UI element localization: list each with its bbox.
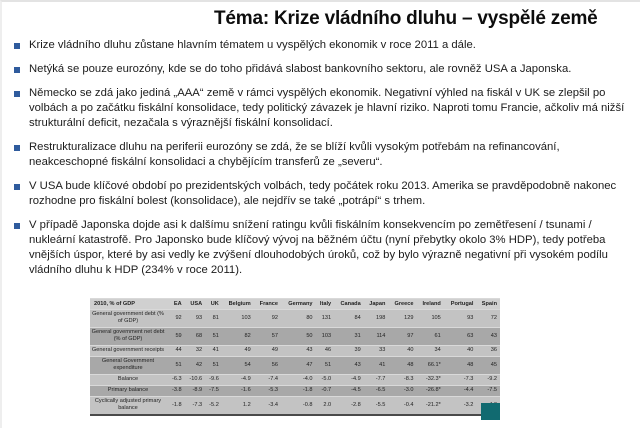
table-col-header: USA [185, 299, 205, 310]
table-cell: -7.5 [205, 385, 222, 396]
table-col-header: France [254, 299, 281, 310]
table-cell: 48 [388, 356, 416, 374]
table-cell: 1.2 [222, 396, 254, 414]
table-cell: 47 [281, 356, 316, 374]
table-cell: -5.2 [205, 396, 222, 414]
bullet-text: Restrukturalizace dluhu na periferii eurozóny se zdá, že se blíží kvůli vysokým potřebám na refinancování, neakceschopné fiskální konsolidaci a chybějícím transferů ze „severu“. [29, 141, 560, 168]
table-row-label: General government net debt (% of GDP) [90, 327, 168, 345]
table-cell: 114 [364, 327, 389, 345]
table-cell: -1.8 [281, 385, 316, 396]
table-row [90, 327, 500, 345]
table-cell: 57 [254, 327, 281, 345]
table-cell: 84 [334, 309, 364, 327]
table-cell: 82 [222, 327, 254, 345]
table-cell: -0.4 [388, 396, 416, 414]
table-cell: 45 [476, 356, 500, 374]
table-cell: 81 [205, 309, 222, 327]
table-cell: 51 [205, 327, 222, 345]
table-row-label: Cyclically adjusted primary balance [90, 396, 168, 414]
table-cell: 33 [364, 345, 389, 356]
table-cell: 41 [205, 345, 222, 356]
table-col-header: Greece [388, 299, 416, 310]
bullet-square-icon [14, 43, 20, 49]
table-cell: 54 [222, 356, 254, 374]
bullet-item [12, 140, 628, 170]
table-header [90, 299, 500, 310]
table-cell: -3.2 [444, 396, 477, 414]
table-cell: -6.3 [168, 374, 185, 385]
table-cell: -7.7 [364, 374, 389, 385]
bullet-text: V USA bude klíčové období po prezidentských volbách, tedy počátek roku 2013. Amerika se pravděpodobně nakonec rozhodne pro fiskální bolest (konsolidace), ale nejdřív se také „potrápí“ s trhem. [29, 180, 617, 207]
table-cell: -32.3* [416, 374, 443, 385]
table-cell: -5.3 [254, 385, 281, 396]
table-row [90, 385, 500, 396]
table-cell: 59 [168, 327, 185, 345]
bullet-item [12, 38, 628, 53]
table-row-label: Balance [90, 374, 168, 385]
bullet-square-icon [14, 91, 20, 97]
table-cell: 93 [444, 309, 477, 327]
table-cell: 36 [476, 345, 500, 356]
table-row-label: General government debt (% of GDP) [90, 309, 168, 327]
table-unit-header: 2010, % of GDP [90, 299, 168, 310]
table-row-label: Primary balance [90, 385, 168, 396]
table-cell: 131 [316, 309, 335, 327]
table-cell: -9.6 [205, 374, 222, 385]
table-cell: 61 [416, 327, 443, 345]
table-col-header: Portugal [444, 299, 477, 310]
table-cell: 43 [334, 356, 364, 374]
table-cell: -0.8 [281, 396, 316, 414]
bullet-list [2, 38, 640, 278]
table-cell: 50 [281, 327, 316, 345]
table-row-label: General Government expenditure [90, 356, 168, 374]
table-cell: 2.0 [316, 396, 335, 414]
table-cell: 80 [281, 309, 316, 327]
table-row [90, 345, 500, 356]
table-col-header: Japan [364, 299, 389, 310]
table-col-header: Canada [334, 299, 364, 310]
table-cell: -6.5 [364, 385, 389, 396]
table-cell: 44 [168, 345, 185, 356]
table-cell: 32 [185, 345, 205, 356]
table-cell: 92 [254, 309, 281, 327]
table-cell: 31 [334, 327, 364, 345]
table-row-label: General government receipts [90, 345, 168, 356]
table-cell: 66.1* [416, 356, 443, 374]
table-cell: 51 [316, 356, 335, 374]
table-cell: -3.4 [254, 396, 281, 414]
accent-box [481, 403, 500, 420]
table-cell: 103 [316, 327, 335, 345]
table-col-header: Ireland [416, 299, 443, 310]
table-cell: 97 [388, 327, 416, 345]
table-cell: -5.0 [316, 374, 335, 385]
bullet-square-icon [14, 223, 20, 229]
table-cell: -1.8 [168, 396, 185, 414]
table-cell: 42 [185, 356, 205, 374]
table-cell: -5.5 [364, 396, 389, 414]
table-cell: -1.6 [222, 385, 254, 396]
table-cell: 63 [444, 327, 477, 345]
table-cell: 93 [185, 309, 205, 327]
bullet-square-icon [14, 67, 20, 73]
table-row [90, 374, 500, 385]
table-cell: 92 [168, 309, 185, 327]
table-cell: -10.6 [185, 374, 205, 385]
table-cell: 40 [388, 345, 416, 356]
table-cell: 43 [281, 345, 316, 356]
bullet-text: V případě Japonska dojde asi k dalšímu snížení ratingu kvůli fiskálním konsekvencím po zemětřesení / tsunami / nukleární katastrofě. Pro Japonsko bude klíčový vývoj na běžném účtu (nyní přebytky okolo 3% HDP), tedy potřeba vnějších úspor, které by asi vedly ke zvýšení dlouhodobých úroků, což by bylo výrazně negativní při vysokém podílu vládního dluhu k HDP (234% v roce 2011). [29, 219, 608, 276]
bullet-text: Krize vládního dluhu zůstane hlavním tématem u vyspělých ekonomik v roce 2011 a dále. [29, 39, 476, 51]
bullet-square-icon [14, 145, 20, 151]
bullet-item [12, 218, 628, 278]
table-row [90, 309, 500, 327]
table-body [90, 309, 500, 414]
bullet-text: Netýká se pouze eurozóny, kde se do toho přidává slabost bankovního sektoru, ale rovněž USA a Japonska. [29, 63, 572, 75]
table-cell: -7.3 [444, 374, 477, 385]
table-cell: 129 [388, 309, 416, 327]
bullet-text: Německo se zdá jako jediná „AAA“ země v rámci vyspělých ekonomik. Negativní výhled na fiskál v UK se zlepšil po volbách a po začátku fiskální konsolidace, tedy politický závazek je hlavní riziko. Naproti tomu Francie, ačkoliv má nižší strukturální deficit, nezačala s výraznější fiskální konsolidací. [29, 87, 625, 129]
data-table [90, 298, 500, 416]
bullet-item [12, 179, 628, 209]
table-cell: 105 [416, 309, 443, 327]
table-cell: -2.8 [334, 396, 364, 414]
table-cell: 34 [416, 345, 443, 356]
table-cell: 49 [254, 345, 281, 356]
table-cell: 46 [316, 345, 335, 356]
table-cell: 51 [168, 356, 185, 374]
table-cell: 43 [476, 327, 500, 345]
table-row [90, 396, 500, 414]
table-cell: -4.0 [281, 374, 316, 385]
table-cell: 198 [364, 309, 389, 327]
table-cell: -7.5 [476, 385, 500, 396]
table-cell: 40 [444, 345, 477, 356]
table-col-header: UK [205, 299, 222, 310]
table-header-row [90, 299, 500, 310]
table-cell: 48 [444, 356, 477, 374]
table-cell: -9.2 [476, 374, 500, 385]
table-cell: -26.8* [416, 385, 443, 396]
table-cell: -7.4 [254, 374, 281, 385]
table-cell: -3.8 [168, 385, 185, 396]
table-cell: 41 [364, 356, 389, 374]
table-cell: 56 [254, 356, 281, 374]
table-cell: -3.0 [388, 385, 416, 396]
table-cell: -7.3 [185, 396, 205, 414]
bullet-item [12, 62, 628, 77]
bullet-item [12, 86, 628, 131]
table-cell: 51 [205, 356, 222, 374]
table-cell: -8.3 [388, 374, 416, 385]
table-row [90, 356, 500, 374]
table-col-header: EA [168, 299, 185, 310]
table-col-header: Belgium [222, 299, 254, 310]
slide-title: Téma: Krize vládního dluhu – vyspělé země [214, 8, 598, 29]
table-cell: -8.9 [185, 385, 205, 396]
data-table-container [90, 298, 500, 416]
bullet-square-icon [14, 184, 20, 190]
table-cell: -4.4 [444, 385, 477, 396]
table-cell: 72 [476, 309, 500, 327]
table-cell: 68 [185, 327, 205, 345]
table-cell: 103 [222, 309, 254, 327]
table-cell: 49 [222, 345, 254, 356]
table-cell: -4.9 [222, 374, 254, 385]
table-col-header: Germany [281, 299, 316, 310]
table-cell: -4.9 [334, 374, 364, 385]
table-cell: 39 [334, 345, 364, 356]
table-cell: -0.7 [316, 385, 335, 396]
table-col-header: Italy [316, 299, 335, 310]
table-cell: -4.5 [334, 385, 364, 396]
table-cell: -21.2* [416, 396, 443, 414]
table-col-header: Spain [476, 299, 500, 310]
